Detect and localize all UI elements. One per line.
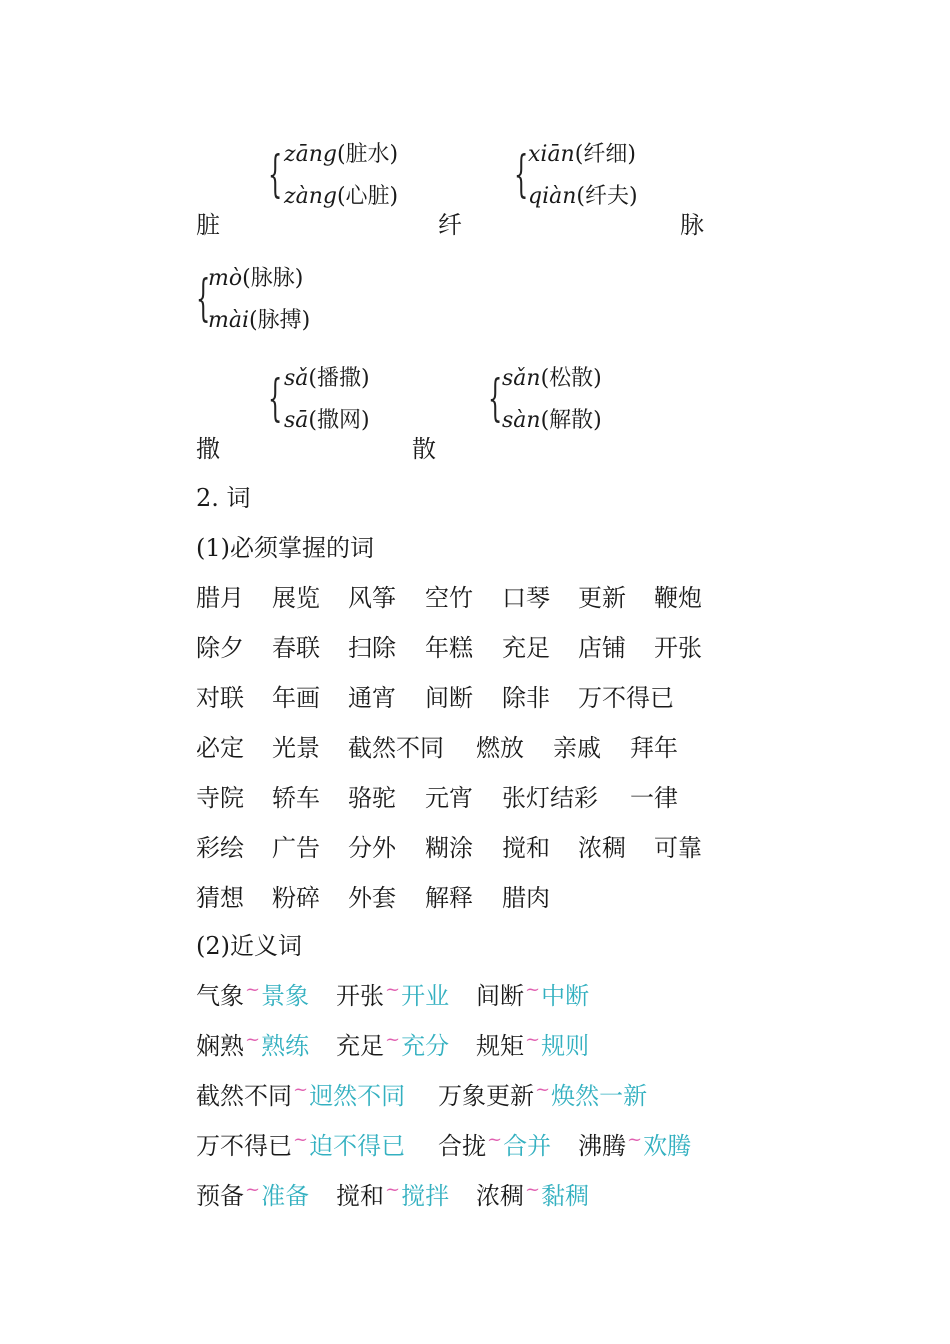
synonym-answer: 中断 [541,982,590,1010]
word-item: 必定 [196,734,244,762]
word-item: 口琴 [502,584,550,612]
section-title: 2. 词 [196,484,251,512]
synonym-answer: 景象 [261,982,310,1010]
word-item: 解释 [425,884,473,912]
reading-sa-1: sǎ(播撒) [284,366,370,391]
word-item: 扫除 [348,634,396,662]
synonym-word: 间断 [476,982,524,1010]
word-item: 粉碎 [272,884,320,912]
word-item: 更新 [578,584,626,612]
word-item: 空竹 [425,584,473,612]
synonym-answer: 准备 [261,1182,310,1210]
word-item: 间断 [425,684,473,712]
reading-san-2: sàn(解散) [502,408,602,433]
polyphone-char-sa: 撒 [196,435,220,463]
synonym-pair [476,1031,589,1064]
synonym-word: 浓稠 [476,1182,524,1210]
word-item: 通宵 [348,684,396,712]
synonym-pair [476,1181,589,1214]
word-item: 寺院 [196,784,244,812]
word-item: 外套 [348,884,396,912]
tilde-icon: ~ [535,1079,551,1100]
polyphone-char-san: 散 [412,435,436,463]
word-item: 开张 [654,634,702,662]
polyphone-char-zang: 脏 [196,211,220,239]
synonym-pair [196,1181,309,1214]
tilde-icon: ~ [525,1179,541,1200]
reading-zang-2: zàng(心脏) [284,184,399,209]
word-item: 除夕 [196,634,244,662]
synonym-word: 充足 [336,1032,384,1060]
synonym-answer: 迫不得已 [309,1132,406,1160]
word-item: 元宵 [425,784,473,812]
word-item: 截然不同 [348,734,444,762]
tilde-icon: ~ [245,1179,261,1200]
synonym-word: 沸腾 [578,1132,626,1160]
reading-mai-2: mài(脉搏) [208,308,311,333]
synonym-word: 截然不同 [196,1082,292,1110]
word-item: 展览 [272,584,320,612]
word-item: 骆驼 [348,784,396,812]
synonym-pair [196,1131,405,1164]
synonym-pair [476,981,589,1014]
synonym-answer: 迥然不同 [309,1082,406,1110]
tilde-icon: ~ [245,1029,261,1050]
word-item: 彩绘 [196,834,244,862]
polyphone-char-xian: 纤 [438,211,462,239]
word-item: 鞭炮 [654,584,702,612]
synonym-word: 预备 [196,1182,244,1210]
word-item: 年画 [272,684,320,712]
synonym-answer: 欢腾 [643,1132,692,1160]
word-item: 猜想 [196,884,244,912]
word-item: 搅和 [502,834,550,862]
synonym-answer: 熟练 [261,1032,310,1060]
tilde-icon: ~ [525,979,541,1000]
word-item: 分外 [348,834,396,862]
synonym-word: 气象 [196,982,244,1010]
synonym-pair [196,1031,309,1064]
tilde-icon: ~ [293,1079,309,1100]
subsection-title-must-know: (1)必须掌握的词 [196,534,374,562]
synonym-pair [578,1131,691,1164]
brace-icon: { [268,369,283,427]
tilde-icon: ~ [487,1129,503,1150]
reading-sa-2: sā(撒网) [284,408,370,433]
synonym-word: 娴熟 [196,1032,244,1060]
synonym-answer: 规则 [541,1032,590,1060]
word-item: 广告 [272,834,320,862]
synonym-word: 万象更新 [438,1082,534,1110]
subsection-title-synonyms: (2)近义词 [196,932,302,960]
word-item: 轿车 [272,784,320,812]
tilde-icon: ~ [293,1129,309,1150]
reading-san-1: sǎn(松散) [502,366,602,391]
word-item: 亲戚 [553,734,601,762]
tilde-icon: ~ [385,1179,401,1200]
synonym-pair [438,1131,551,1164]
synonym-pair [196,981,309,1014]
word-item: 对联 [196,684,244,712]
word-item: 风筝 [348,584,396,612]
synonym-answer: 焕然一新 [551,1082,648,1110]
word-item: 充足 [502,634,550,662]
synonym-answer: 搅拌 [401,1182,450,1210]
word-item: 店铺 [578,634,626,662]
synonym-answer: 充分 [401,1032,450,1060]
synonym-word: 开张 [336,982,384,1010]
synonym-word: 搅和 [336,1182,384,1210]
reading-mai-1: mò(脉脉) [208,266,304,291]
reading-zang-1: zāng(脏水) [284,142,399,167]
synonym-pair [336,981,449,1014]
reading-xian-2: qiàn(纤夫) [528,184,638,209]
word-item: 除非 [502,684,550,712]
synonym-word: 合拢 [438,1132,486,1160]
word-item: 可靠 [654,834,702,862]
tilde-icon: ~ [245,979,261,1000]
brace-icon: { [268,145,283,203]
tilde-icon: ~ [385,1029,401,1050]
synonym-word: 规矩 [476,1032,524,1060]
tilde-icon: ~ [385,979,401,1000]
reading-xian-1: xiān(纤细) [528,142,636,167]
synonym-pair [438,1081,647,1114]
synonym-answer: 开业 [401,982,450,1010]
word-item: 燃放 [476,734,524,762]
synonym-word: 万不得已 [196,1132,292,1160]
word-item: 年糕 [425,634,473,662]
word-item: 拜年 [630,734,678,762]
brace-icon: { [488,369,503,427]
word-item: 糊涂 [425,834,473,862]
word-item: 万不得已 [578,684,674,712]
word-item: 腊肉 [502,884,550,912]
synonym-answer: 黏稠 [541,1182,590,1210]
synonym-pair [336,1031,449,1064]
polyphone-char-mai: 脉 [680,211,704,239]
synonym-answer: 合并 [503,1132,552,1160]
tilde-icon: ~ [525,1029,541,1050]
word-item: 光景 [272,734,320,762]
word-item: 浓稠 [578,834,626,862]
word-item: 春联 [272,634,320,662]
word-item: 张灯结彩 [502,784,598,812]
synonym-pair [336,1181,449,1214]
brace-icon: { [196,269,211,327]
word-item: 腊月 [196,584,244,612]
word-item: 一律 [630,784,678,812]
synonym-pair [196,1081,405,1114]
brace-icon: { [514,145,529,203]
tilde-icon: ~ [627,1129,643,1150]
